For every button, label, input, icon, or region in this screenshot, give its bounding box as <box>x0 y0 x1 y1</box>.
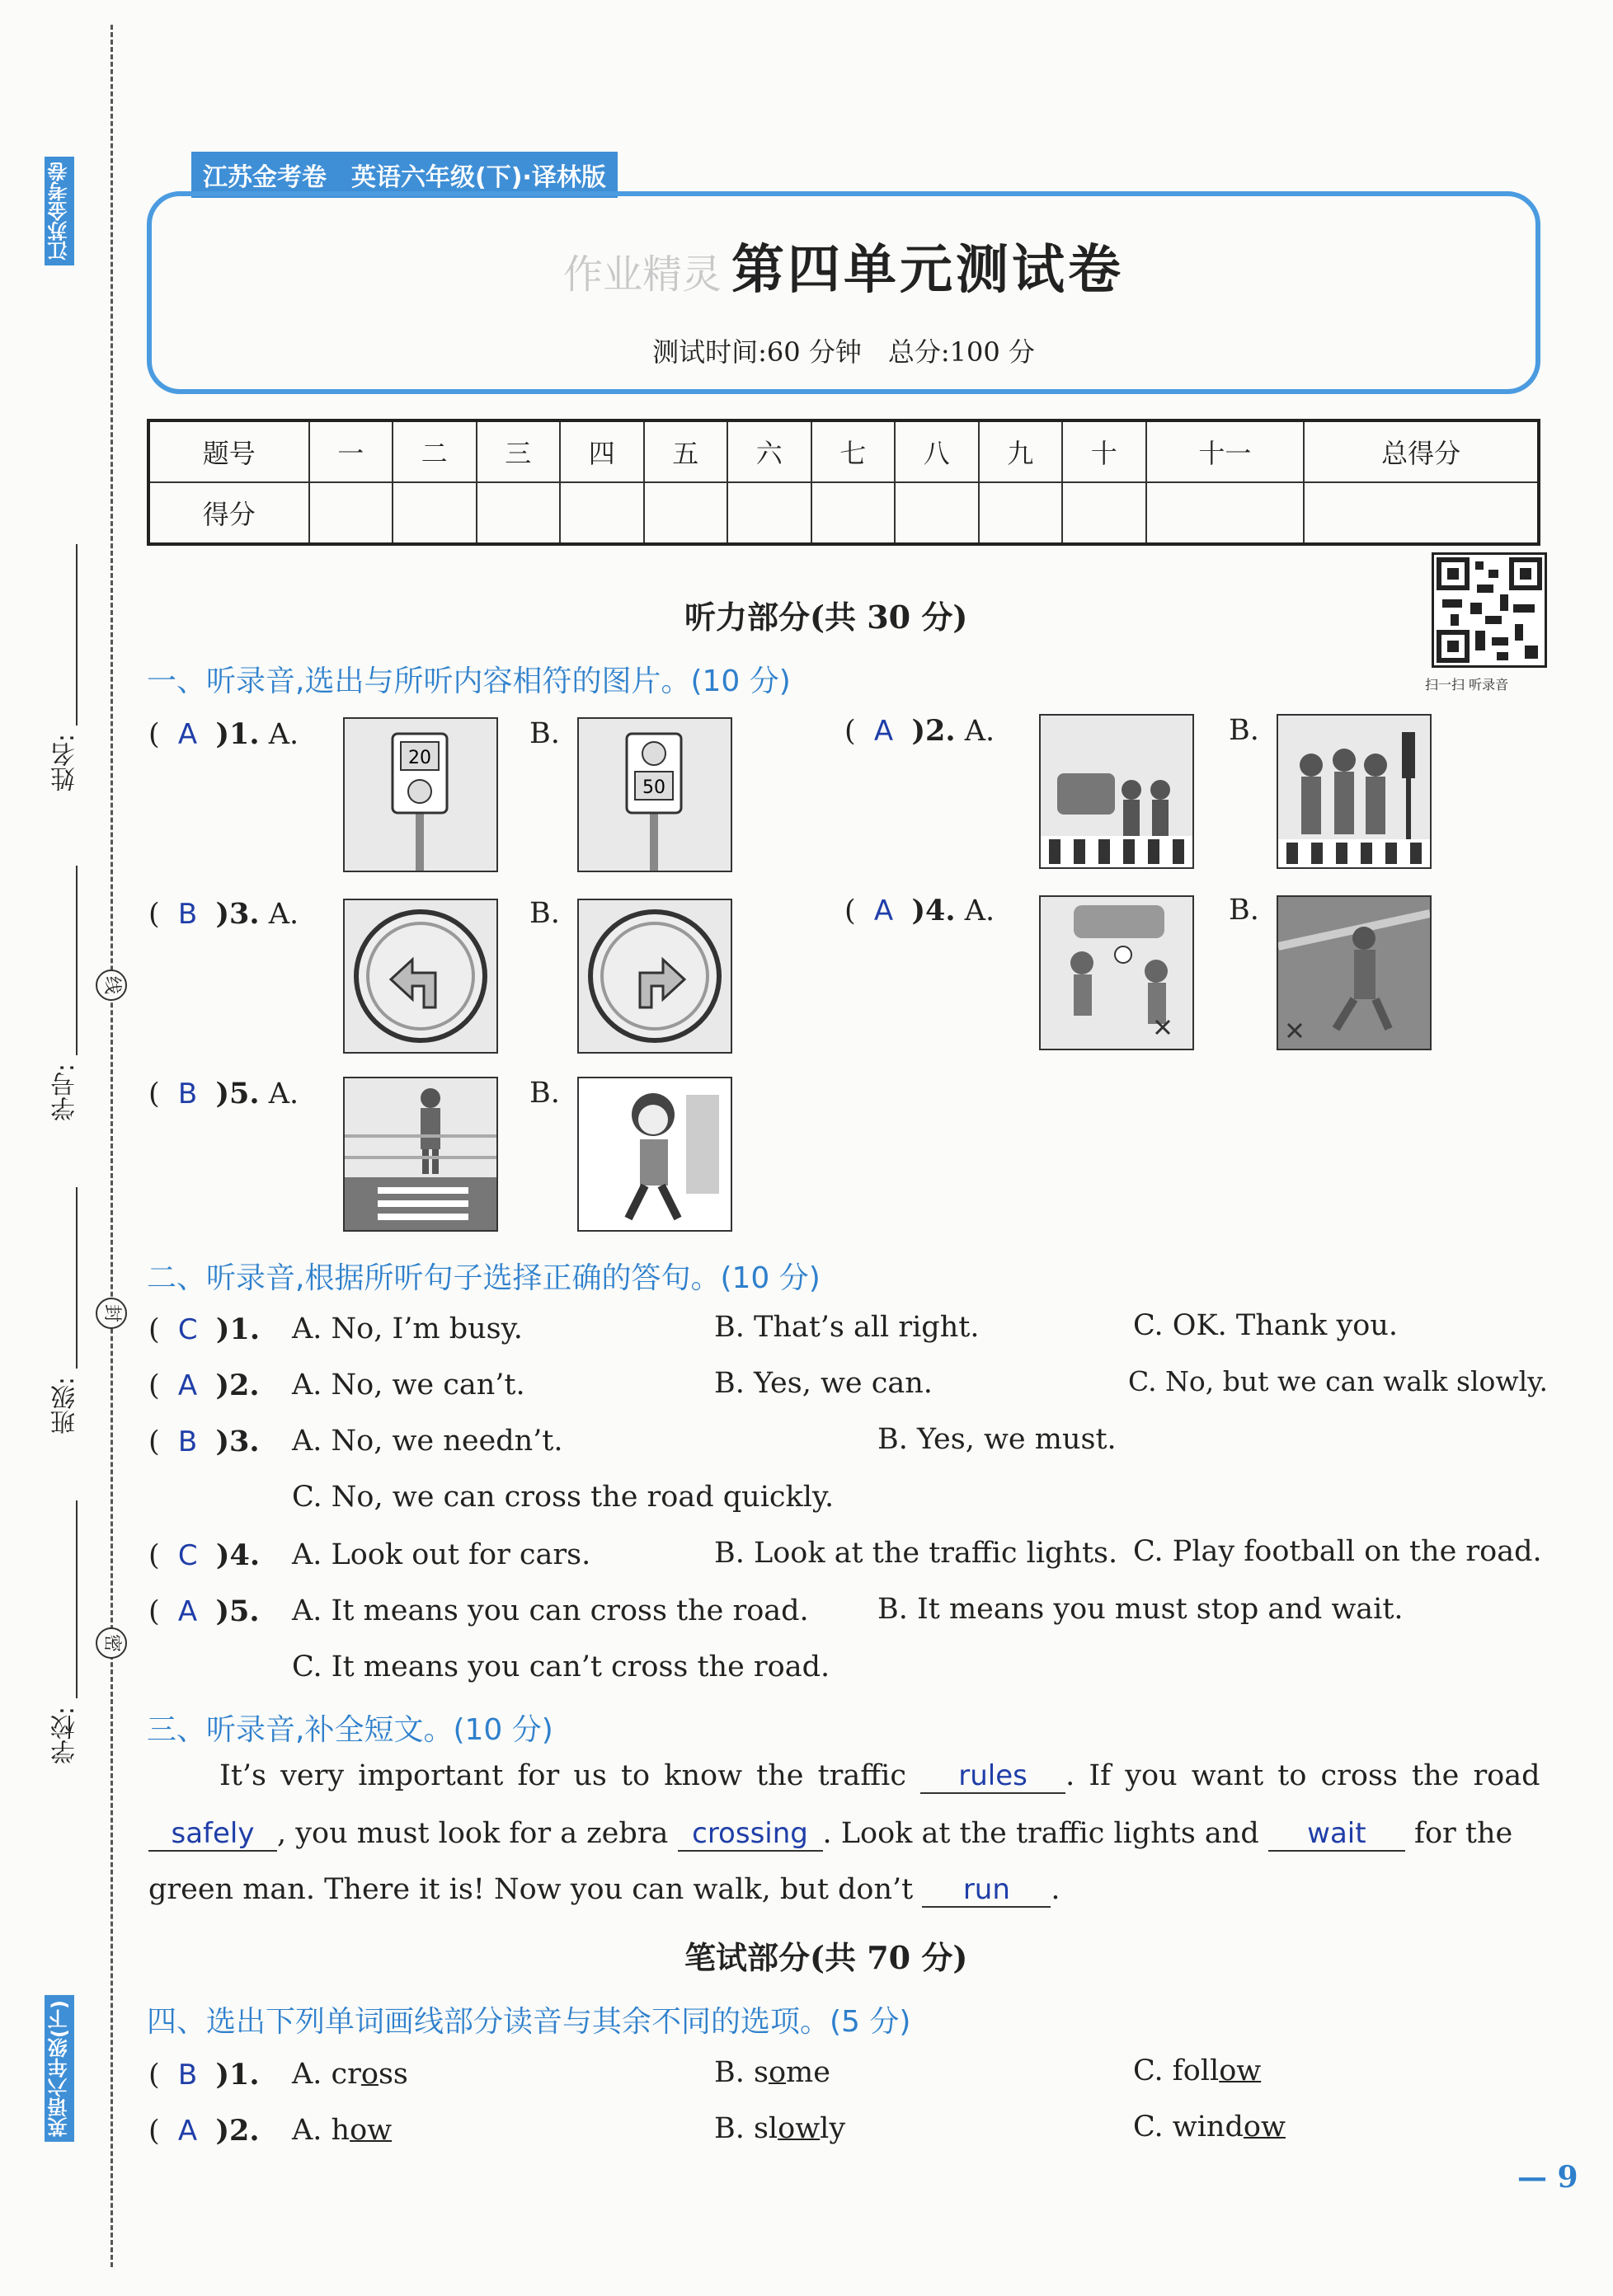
p2-q2-label: ( A )2. <box>148 1369 260 1402</box>
p2-q4-num: )4. <box>215 1538 261 1572</box>
p3-line1 <box>219 1759 1540 1794</box>
p1-q3-label: ( B )3. A. <box>148 897 299 931</box>
score-header-cell: 七 <box>811 420 896 482</box>
page-title <box>152 228 1535 303</box>
score-cell[interactable] <box>895 482 979 544</box>
p2-q5-answer: A <box>177 1595 198 1628</box>
p1-q2-a: A. <box>964 715 995 748</box>
p1-q1-a: A. <box>268 718 299 751</box>
p4-q2-a <box>292 2114 392 2147</box>
p1-q1-label: ( A )1. A. <box>148 717 299 751</box>
part4-title: 四、选出下列单词画线部分读音与其余不同的选项。(5 分) <box>147 2005 911 2039</box>
p2-q3-num: )3. <box>215 1425 260 1458</box>
name-line <box>76 544 78 725</box>
p1-q4-b: B. <box>1229 894 1259 927</box>
score-cell[interactable] <box>1146 482 1305 544</box>
p1-q4-num: )4. <box>911 894 956 927</box>
p1-q5-a: A. <box>268 1078 299 1110</box>
qr-code-icon[interactable] <box>1432 552 1547 668</box>
p4-q1-c-underlined: ow <box>1219 2054 1262 2087</box>
p2-q2-num: )2. <box>215 1369 260 1402</box>
p2-q1-a: A. No, I’m busy. <box>292 1312 523 1345</box>
p1-q1-b: B. <box>529 717 560 750</box>
page-subtitle: 测试时间:60 分钟 总分:100 分 <box>652 336 1035 368</box>
score-row-label: 得分 <box>148 482 309 544</box>
p2-q5-a: A. It means you can cross the road. <box>292 1594 809 1627</box>
p4-q1-num: )1. <box>215 2058 260 2092</box>
cut-line <box>111 25 113 2267</box>
score-header-cell: 九 <box>979 420 1063 482</box>
p2-q2-c: C. No, but we can walk slowly. <box>1128 1365 1548 1397</box>
p2-q5-label: ( A )5. <box>148 1594 260 1628</box>
score-header-cell: 六 <box>727 420 811 482</box>
p2-q5-b: B. It means you must stop and wait. <box>877 1593 1404 1626</box>
p3-blank3[interactable]: crossing <box>678 1817 823 1852</box>
score-cell[interactable] <box>727 482 811 544</box>
p1-q3-answer: B <box>177 898 198 931</box>
score-header-cell: 一 <box>309 420 393 482</box>
p1-q4-answer: A <box>873 894 894 927</box>
p1-q4-image-a[interactable] <box>1039 895 1194 1050</box>
qr-caption: 扫一扫 听录音 <box>1425 677 1509 693</box>
p2-q1-c: C. OK. Thank you. <box>1133 1309 1399 1342</box>
p3-text4: . Look at the traffic lights and <box>822 1817 1259 1850</box>
p4-q1-a-pre: A. cr <box>292 2058 361 2091</box>
p4-q2-c-underlined: ow <box>1243 2111 1286 2143</box>
p2-q4-answer: C <box>177 1539 198 1572</box>
p1-q5-image-b[interactable] <box>577 1077 732 1232</box>
p1-q3-image-a[interactable] <box>343 899 498 1054</box>
score-header-cell: 三 <box>477 420 561 482</box>
p1-q2-image-a[interactable] <box>1039 714 1194 869</box>
p2-q1-answer: C <box>177 1313 198 1346</box>
p1-q4-label: ( A )4. A. <box>844 894 995 927</box>
score-table <box>147 419 1540 546</box>
p1-q5-answer: B <box>177 1078 198 1110</box>
p2-q2-b: B. Yes, we can. <box>714 1367 933 1400</box>
p2-q4-b: B. Look at the traffic lights. <box>714 1537 1118 1570</box>
p2-q1-num: )1. <box>215 1312 261 1346</box>
p2-q3-b: B. Yes, we must. <box>877 1423 1117 1456</box>
p1-q2-num: )2. <box>911 714 956 748</box>
score-cell[interactable] <box>1062 482 1146 544</box>
score-header-cell: 题号 <box>148 420 309 482</box>
p2-q3-label: ( B )3. <box>148 1425 260 1458</box>
p1-q3-image-b[interactable] <box>577 899 732 1054</box>
p4-q1-label: ( B )1. <box>148 2058 260 2092</box>
p3-blank1[interactable]: rules <box>920 1759 1065 1794</box>
p4-q1-b-pre: B. s <box>714 2056 769 2089</box>
name-label: 姓名: <box>51 734 80 792</box>
p3-text2: . If you want to cross the road <box>1065 1759 1540 1792</box>
score-header-cell: 八 <box>895 420 979 482</box>
p1-q2-image-b[interactable] <box>1277 714 1432 869</box>
p2-q2-a: A. No, we can’t. <box>292 1369 525 1402</box>
p1-q4-image-b[interactable] <box>1277 895 1432 1050</box>
p3-blank4[interactable]: wait <box>1268 1817 1405 1852</box>
part1-title: 一、听录音,选出与所听内容相符的图片。(10 分) <box>147 664 791 698</box>
p4-q1-b-post: me <box>786 2056 830 2089</box>
p4-q2-answer: A <box>177 2115 198 2148</box>
listening-title: 听力部分(共 30 分) <box>684 599 968 636</box>
p3-text5: for the <box>1414 1817 1513 1850</box>
class-line <box>76 1187 78 1369</box>
p2-q4-a: A. Look out for cars. <box>292 1538 591 1571</box>
mark-seal: 封 <box>96 1298 127 1329</box>
p1-q2-label: ( A )2. A. <box>844 714 995 748</box>
score-header-cell: 十 <box>1062 420 1146 482</box>
score-header-cell: 总得分 <box>1304 420 1539 482</box>
p1-q3-a: A. <box>268 898 299 931</box>
p3-text7: . <box>1051 1873 1060 1906</box>
p3-blank2[interactable]: safely <box>148 1817 277 1852</box>
p2-q1-label: ( C )1. <box>148 1312 261 1346</box>
school-label: 学校: <box>51 1707 80 1765</box>
score-header-cell: 四 <box>560 420 644 482</box>
score-cell[interactable] <box>979 482 1063 544</box>
score-cell[interactable] <box>477 482 561 544</box>
score-cell[interactable] <box>811 482 896 544</box>
p4-q1-c-pre: C. foll <box>1133 2054 1220 2087</box>
part3-title: 三、听录音,补全短文。(10 分) <box>147 1713 553 1747</box>
score-cell[interactable] <box>560 482 644 544</box>
part2-title: 二、听录音,根据所听句子选择正确的答句。(10 分) <box>147 1261 821 1295</box>
svg-text:20: 20 <box>408 748 431 768</box>
p1-q2-b: B. <box>1229 714 1259 747</box>
header-tab: 江苏金考卷 英语六年级(下)·译林版 <box>191 152 618 198</box>
svg-text:50: 50 <box>642 777 665 798</box>
p1-q5-label: ( B )5. A. <box>148 1077 299 1110</box>
p3-line2 <box>148 1817 1512 1852</box>
p3-line3 <box>148 1873 1060 1908</box>
p1-q5-b: B. <box>529 1077 560 1110</box>
p1-q2-answer: A <box>873 715 894 748</box>
score-cell[interactable] <box>393 482 477 544</box>
p3-text3: , you must look for a zebra <box>277 1817 669 1850</box>
p2-q5-num: )5. <box>215 1594 260 1628</box>
p4-q2-b-pre: B. sl <box>714 2112 778 2145</box>
p1-q3-b: B. <box>529 897 560 930</box>
p2-q3-a: A. No, we needn’t. <box>292 1425 563 1458</box>
p2-q4-c: C. Play football on the road. <box>1133 1535 1542 1568</box>
mark-line: 线 <box>96 970 127 1001</box>
p1-q1-image-a[interactable] <box>343 717 498 872</box>
p4-q1-c <box>1133 2054 1261 2087</box>
score-header-row <box>148 420 1539 482</box>
p4-q2-c <box>1133 2111 1286 2143</box>
p1-q5-num: )5. <box>215 1077 260 1110</box>
number-label: 学号: <box>51 1063 80 1122</box>
class-label: 班级: <box>51 1377 80 1435</box>
p4-q1-b-underlined: o <box>768 2056 787 2089</box>
page-title-text: 第四单元测试卷 <box>731 239 1124 301</box>
p4-q1-a-underlined: o <box>360 2058 379 2091</box>
written-title: 笔试部分(共 70 分) <box>684 1939 968 1976</box>
p4-q2-label: ( A )2. <box>148 2114 260 2148</box>
p1-q4-a: A. <box>964 894 995 927</box>
p4-q2-b <box>714 2112 845 2145</box>
p2-q1-b: B. That’s all right. <box>714 1311 980 1344</box>
sidebar-bottom-tag: 英语六年级(下) <box>45 1995 74 2142</box>
p1-q3-num: )3. <box>215 897 260 931</box>
title-box <box>147 191 1540 394</box>
p1-q1-num: )1. <box>215 717 260 751</box>
p4-q2-num: )2. <box>215 2114 260 2148</box>
p3-text6: green man. There it is! Now you can walk, but don’t <box>148 1873 914 1906</box>
p3-text1: It’s very important for us to know the traffic <box>219 1759 906 1792</box>
p4-q1-a <box>292 2058 408 2091</box>
score-cell[interactable] <box>309 482 393 544</box>
mark-close: 密 <box>96 1627 127 1659</box>
score-value-row <box>148 482 1539 544</box>
p2-q3-answer: B <box>177 1425 198 1458</box>
p1-q5-image-a[interactable] <box>343 1077 498 1232</box>
p4-q1-answer: B <box>177 2059 198 2092</box>
sidebar-top-tag: 江苏金考卷 <box>45 157 74 265</box>
p4-q2-a-pre: A. h <box>292 2114 350 2147</box>
p3-blank5[interactable]: run <box>922 1873 1051 1908</box>
score-header-cell: 五 <box>644 420 728 482</box>
p4-q1-b <box>714 2056 830 2089</box>
p4-q1-a-post: ss <box>378 2058 408 2091</box>
page-number: — 9 <box>1517 2160 1578 2195</box>
school-line <box>76 1500 78 1698</box>
p1-q1-answer: A <box>177 718 198 751</box>
p2-q3-c: C. No, we can cross the road quickly. <box>292 1481 835 1514</box>
p4-q2-a-underlined: ow <box>350 2114 393 2147</box>
score-cell[interactable] <box>1304 482 1539 544</box>
p4-q2-b-post: ly <box>820 2112 846 2145</box>
score-cell[interactable] <box>644 482 728 544</box>
p4-q2-b-underlined: ow <box>778 2112 821 2145</box>
watermark: 作业精灵 <box>562 251 722 298</box>
p2-q4-label: ( C )4. <box>148 1538 261 1572</box>
p2-q5-c: C. It means you can’t cross the road. <box>292 1650 830 1683</box>
number-line <box>76 866 78 1055</box>
score-header-cell: 二 <box>393 420 477 482</box>
p1-q1-image-b[interactable] <box>577 717 732 872</box>
score-header-cell: 十一 <box>1146 420 1305 482</box>
p4-q2-c-pre: C. wind <box>1133 2111 1244 2143</box>
p2-q2-answer: A <box>177 1369 198 1402</box>
